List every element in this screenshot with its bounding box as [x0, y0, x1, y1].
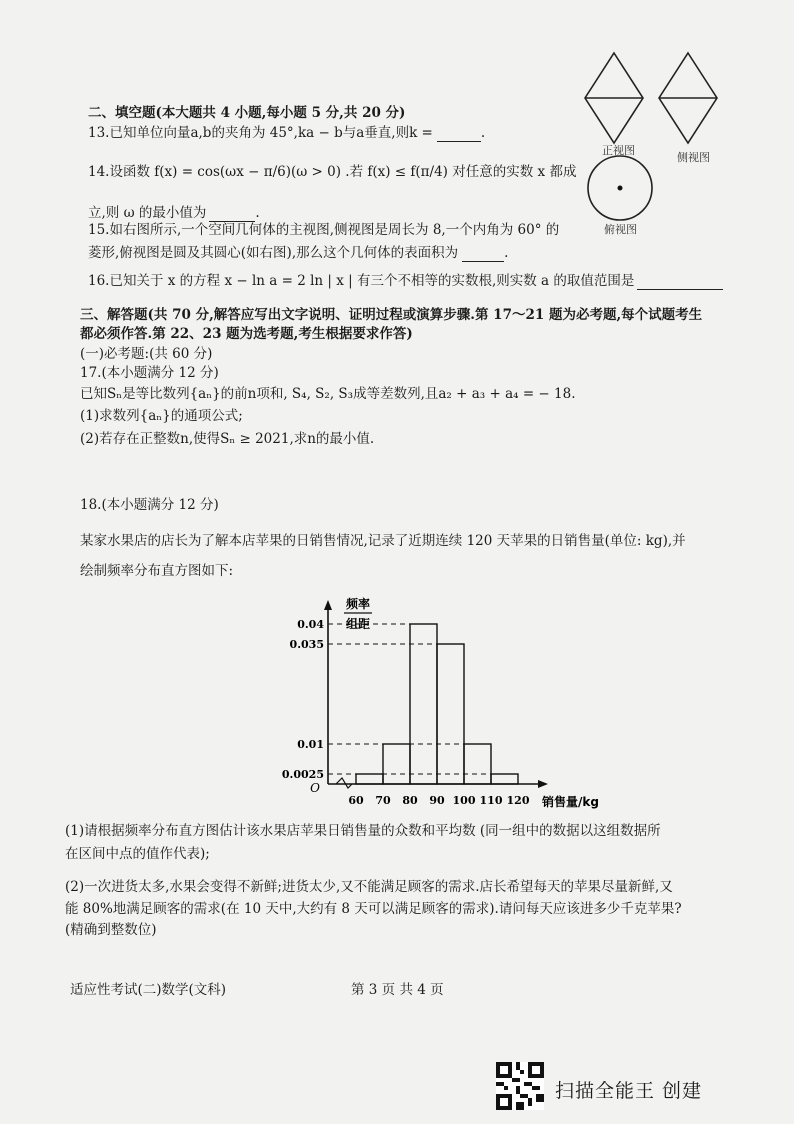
y-tick-label: 0.04 [297, 618, 324, 631]
q14-text: 立,则 ω 的最小值为 [88, 205, 207, 221]
scanner-brand-text: 扫描全能王 创建 [555, 1080, 703, 1102]
section3-header-line2: 都必须作答.第 22、23 题为选考题,考生根据要求作答) [80, 326, 413, 342]
q13-text: 13.已知单位向量a,b的夹角为 45°,ka − b与a垂直,则k = [88, 125, 433, 141]
frequency-histogram [280, 592, 640, 822]
y-tick-label: 0.01 [297, 738, 324, 751]
y-tick-label: 0.035 [289, 638, 324, 651]
section3-header-line1: 三、解答题(共 70 分,解答应写出文字说明、证明过程或演算步骤.第 17～21 题为必考题,每个试题考生 [80, 307, 703, 323]
x-tick-label: 80 [402, 794, 418, 807]
axis-break [336, 778, 352, 788]
origin-label: O [310, 781, 320, 795]
footer-page-number: 第 3 页 共 4 页 [351, 982, 444, 998]
q17-title: 17.(本小题满分 12 分) [80, 365, 219, 381]
q15-text: 菱形,俯视图是圆及其圆心(如右图),那么这个几何体的表面积为 [88, 245, 459, 261]
front-view-rhombus [585, 53, 643, 143]
histogram-bar [410, 624, 437, 784]
histogram-bar [491, 774, 518, 784]
q18-part2-line1: (2)一次进货太多,水果会变得不新鲜;进货太少,又不能满足顾客的需求.店长希望每天的苹果尽量新鲜,又 [65, 879, 673, 895]
qr-code-icon [496, 1062, 544, 1110]
histogram-bar [437, 644, 464, 784]
y-axis-arrow [324, 600, 332, 610]
histogram-bar [464, 744, 491, 784]
x-axis-arrow [538, 780, 548, 788]
y-axis-label-bottom: 组距 [345, 617, 371, 631]
question-13 [88, 124, 485, 142]
q14-end: . [255, 205, 260, 221]
side-view-rhombus [659, 53, 717, 143]
q17-part2: (2)若存在正整数n,使得Sₙ ≥ 2021,求n的最小值. [80, 431, 375, 447]
footer-exam-name: 适应性考试(二)数学(文科) [70, 982, 227, 998]
q17-part1: (1)求数列{aₙ}的通项公式; [80, 408, 243, 424]
x-tick-label: 100 [452, 794, 476, 807]
x-tick-label: 90 [429, 794, 445, 807]
histogram-bar [356, 774, 383, 784]
q13-end: . [480, 125, 486, 141]
q17-body: 已知Sₙ是等比数列{aₙ}的前n项和, S₄, S₂, S₃成等差数列,且a₂ + a₃ + a₄ = − 18. [80, 386, 576, 402]
q18-body-line1: 某家水果店的店长为了解本店苹果的日销售情况,记录了近期连续 120 天苹果的日销售量(单位: kg),并 [80, 533, 686, 549]
three-view-figure [580, 48, 730, 228]
q15-end: . [504, 245, 509, 261]
y-tick-label: 0.0025 [281, 768, 324, 781]
x-axis-label: 销售量/kg [542, 795, 599, 809]
x-tick-label: 70 [375, 794, 391, 807]
q18-title: 18.(本小题满分 12 分) [80, 497, 219, 513]
top-view-circle [588, 156, 652, 220]
question-16 [88, 272, 723, 290]
question-14-line2 [88, 204, 260, 222]
x-tick-label: 60 [348, 794, 364, 807]
q13-blank [437, 141, 481, 142]
q18-part1-line2: 在区间中点的值作代表); [65, 846, 210, 862]
q16-blank [637, 289, 723, 290]
y-axis-label-top: 频率 [345, 597, 371, 611]
histogram-bar [383, 744, 410, 784]
q18-body-line2: 绘制频率分布直方图如下: [80, 563, 234, 579]
front-view-caption: 正视图 [602, 144, 635, 157]
x-tick-label: 120 [506, 794, 530, 807]
q18-part1-line1: (1)请根据频率分布直方图估计该水果店苹果日销售量的众数和平均数 (同一组中的数据以这组数据所 [65, 823, 661, 839]
required-part-label: (一)必考题:(共 60 分) [80, 346, 213, 362]
question-15-line1: 15.如右图所示,一个空间几何体的主视图,侧视图是周长为 8,一个内角为 60° 的 [88, 222, 560, 238]
q16-text: 16.已知关于 x 的方程 x − ln a = 2 ln | x | 有三个不相等的实数根,则实数 a 的取值范围是 [88, 273, 635, 289]
side-view-caption: 侧视图 [677, 151, 710, 164]
q18-part2-line2: 能 80%地满足顾客的需求(在 10 天中,大约有 8 天可以满足顾客的需求).请问每天应该进多少千克苹果? [65, 901, 682, 917]
q15-blank [462, 261, 504, 262]
question-14-line1: 14.设函数 f(x) = cos(ωx − π/6)(ω > 0) .若 f(x) ≤ f(π/4) 对任意的实数 x 都成 [88, 164, 577, 180]
question-15-line2 [88, 244, 508, 262]
x-tick-label: 110 [479, 794, 503, 807]
q18-part2-line3: (精确到整数位) [65, 922, 157, 938]
section2-header: 二、填空题(本大题共 4 小题,每小题 5 分,共 20 分) [88, 105, 406, 121]
top-view-caption: 俯视图 [604, 223, 637, 236]
